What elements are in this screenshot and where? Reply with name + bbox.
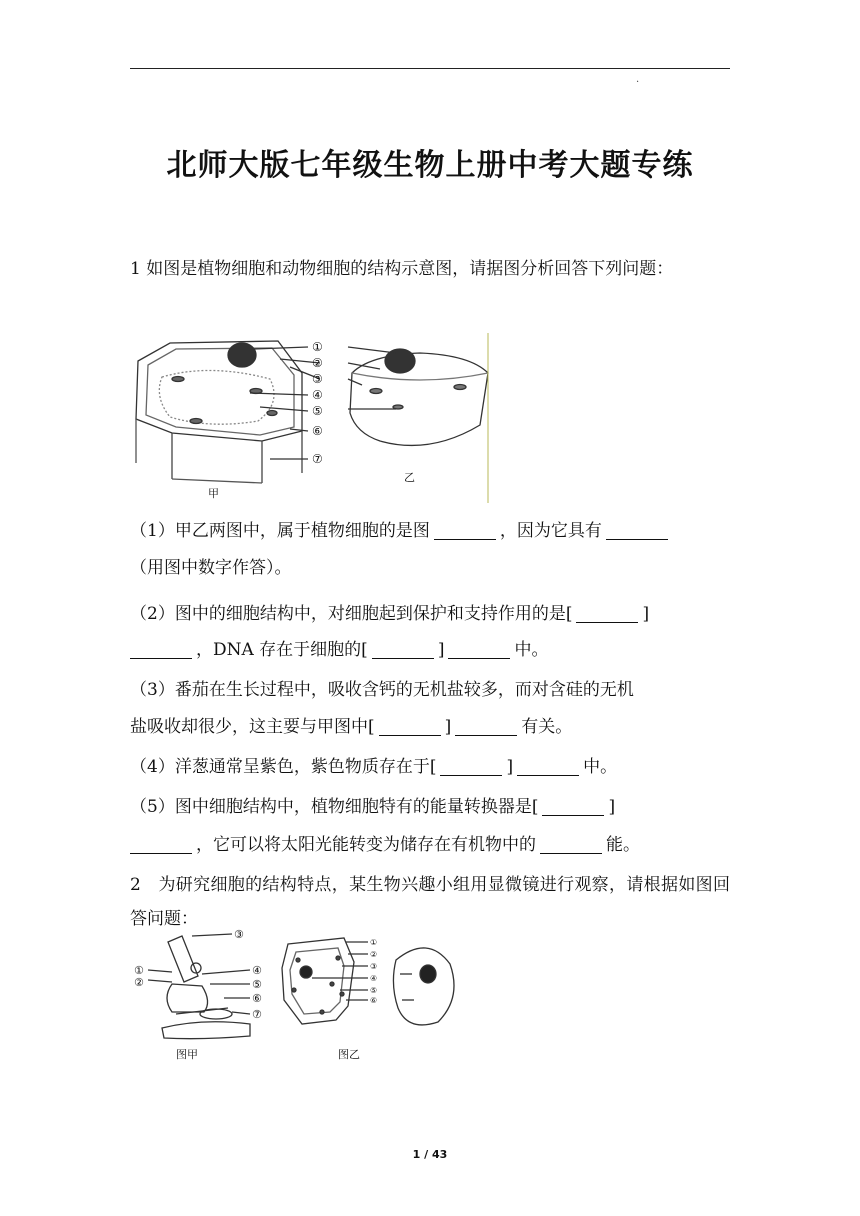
- answer-blank[interactable]: [455, 717, 517, 736]
- answer-blank[interactable]: [576, 604, 638, 623]
- page-number: 1 / 43: [412, 1148, 448, 1161]
- cell-label-3: ③: [312, 372, 323, 386]
- mic-label-4: ④: [252, 964, 262, 977]
- cell-label-4: ④: [312, 388, 323, 402]
- q1-part2-text-a: （2）图中的细胞结构中，对细胞起到保护和支持作用的是[: [130, 604, 573, 624]
- mic-label-6: ⑥: [252, 992, 262, 1005]
- q1-part1-text-a: （1）甲乙两图中，属于植物细胞的是图: [130, 521, 430, 541]
- answer-blank[interactable]: [440, 757, 502, 776]
- q1-part5-line1: [130, 790, 730, 824]
- caption-yi: 图乙: [338, 1048, 360, 1061]
- cell2-label-5: ⑤: [370, 986, 378, 995]
- q2-stem: 2 为研究细胞的结构特点，某生物兴趣小组用显微镜进行观察，请根据如图回答问题：: [130, 875, 730, 929]
- cell2-label-1: ①: [370, 938, 378, 947]
- cell-figure: [130, 333, 500, 505]
- q1-part2-text-d: ]: [437, 640, 445, 660]
- cell2-label-4: ④: [370, 974, 378, 983]
- q1-part2-line2: [130, 633, 730, 667]
- q1-part1-line1: [130, 514, 730, 548]
- mic-label-3: ③: [234, 928, 244, 941]
- q1-part1-text-b: ，因为它具有: [499, 521, 602, 541]
- cell-label-6: ⑥: [312, 424, 323, 438]
- cell2-label-3: ③: [370, 962, 378, 971]
- q1-part2-text-e: 中。: [514, 640, 549, 660]
- answer-blank[interactable]: [379, 717, 441, 736]
- q1-part4-text-b: ]: [506, 757, 514, 777]
- cell-label-5: ⑤: [312, 404, 323, 418]
- q1-part3-text-d: 有关。: [521, 717, 573, 737]
- cell-label-2: ②: [312, 356, 323, 370]
- q1-part2-text-b: ]: [642, 604, 650, 624]
- q1-part3-text-a: （3）番茄在生长过程中，吸收含钙的无机盐较多，而对含硅的无机: [130, 680, 634, 700]
- header-rule: [130, 68, 730, 69]
- q1-part2-text-c: ，DNA 存在于细胞的[: [196, 640, 368, 660]
- q1-part1-text-c: （用图中数字作答）。: [130, 558, 292, 578]
- page-title: 北师大版七年级生物上册中考大题专练: [166, 148, 694, 183]
- answer-blank[interactable]: [130, 640, 192, 659]
- q1-part3-text-b: 盐吸收却很少，这主要与甲图中[: [130, 717, 375, 737]
- answer-blank[interactable]: [606, 521, 668, 540]
- cell-label-7: ⑦: [312, 452, 323, 466]
- q1-part4-text-a: （4）洋葱通常呈紫色，紫色物质存在于[: [130, 757, 437, 777]
- fig-label-yi: 乙: [404, 471, 415, 484]
- answer-blank[interactable]: [434, 521, 496, 540]
- q1-part5-text-b: ]: [608, 797, 616, 817]
- q1-part5-text-a: （5）图中细胞结构中，植物细胞特有的能量转换器是[: [130, 797, 539, 817]
- answer-blank[interactable]: [372, 640, 434, 659]
- answer-blank[interactable]: [517, 757, 579, 776]
- header-mark: .: [636, 74, 640, 85]
- mic-label-5: ⑤: [252, 978, 262, 991]
- mic-label-2: ②: [134, 976, 144, 989]
- answer-blank[interactable]: [542, 797, 604, 816]
- mic-label-7: ⑦: [252, 1008, 262, 1021]
- q1-stem: 1 如图是植物细胞和动物细胞的结构示意图，请据图分析回答下列问题：: [130, 259, 674, 279]
- fig-label-jia: 甲: [208, 487, 219, 500]
- answer-blank[interactable]: [540, 835, 602, 854]
- q1-part4-line: [130, 750, 730, 784]
- q1-part5-text-c: ，它可以将太阳光能转变为储存在有机物中的: [196, 835, 536, 855]
- q1-part4-text-c: 中。: [583, 757, 618, 777]
- q1-part5-line2: [130, 828, 730, 862]
- microscope-figure: [132, 928, 462, 1064]
- answer-blank[interactable]: [448, 640, 510, 659]
- mic-label-1: ①: [134, 964, 144, 977]
- caption-jia: 图甲: [176, 1048, 198, 1061]
- q1-part3-line2: [130, 710, 730, 744]
- q1-part5-text-d: 能。: [606, 835, 640, 855]
- cell-label-1: ①: [312, 340, 323, 354]
- answer-blank[interactable]: [130, 835, 192, 854]
- cell2-label-2: ②: [370, 950, 378, 959]
- q1-part2-line1: [130, 597, 730, 631]
- cell2-label-6: ⑥: [370, 996, 378, 1005]
- q1-part3-text-c: ]: [444, 717, 452, 737]
